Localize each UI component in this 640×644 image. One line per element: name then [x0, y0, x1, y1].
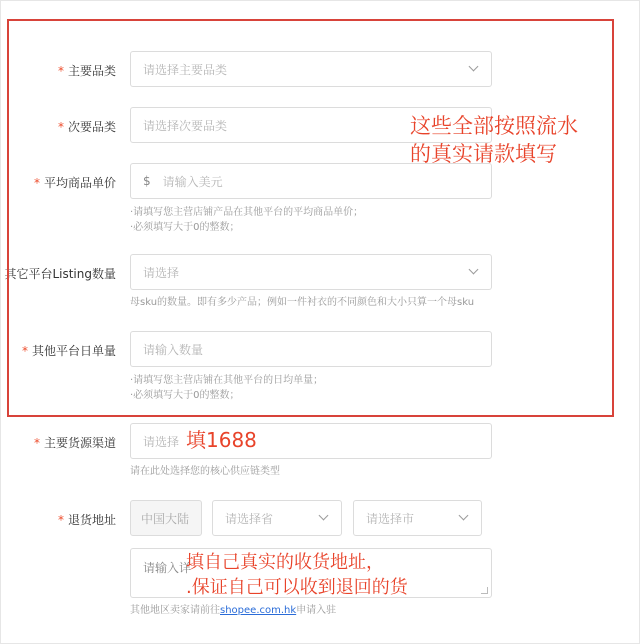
supply-channel-label: * 主要货源渠道 — [33, 436, 116, 450]
city-placeholder: 请选择市 — [366, 511, 415, 526]
main-category-placeholder: 请选择主要品类 — [143, 62, 228, 77]
address-detail-placeholder: 请输入详 — [143, 561, 192, 575]
sub-category-label: * 次要品类 — [57, 120, 116, 134]
daily-orders-hint: ·请填写您主营店铺在其他平台的日均单量； ·必须填写大于0的整数； — [130, 375, 324, 401]
shopee-hk-link[interactable]: shopee.com.hk — [220, 605, 297, 616]
listing-count-placeholder: 请选择 — [143, 265, 180, 280]
province-select[interactable] — [212, 500, 342, 536]
footer-prefix: 其他地区卖家请前往 — [130, 605, 220, 616]
country-field — [130, 500, 202, 536]
footer-suffix: 申请入驻 — [296, 605, 337, 616]
daily-orders-label: * 其他平台日单量 — [21, 344, 116, 358]
avg-price-label: * 平均商品单价 — [33, 176, 116, 190]
address-annotation: 填自己真实的收货地址， .保证自己可以收到退回的货 — [186, 552, 408, 598]
avg-price-placeholder: 请输入美元 — [162, 174, 223, 189]
sub-category-placeholder: 请选择次要品类 — [143, 118, 228, 133]
avg-price-hint: ·请填写您主营店铺产品在其他平台的平均商品单价； ·必须填写大于0的整数； — [130, 207, 364, 233]
supply-channel-select[interactable] — [130, 423, 492, 459]
supply-channel-placeholder: 请选择 — [143, 434, 180, 449]
highlight-box — [7, 19, 614, 417]
listing-count-hint: 母sku的数量。即有多少产品；例如一件衬衣的不同颜色和大小只算一个母sku — [130, 297, 475, 308]
province-placeholder: 请选择省 — [225, 511, 274, 526]
supply-channel-hint: 请在此处选择您的核心供应链类型 — [130, 466, 280, 477]
listing-count-label: 其它平台Listing数量 — [4, 267, 116, 281]
chevron-down-icon — [319, 511, 329, 521]
dollar-prefix: $ — [143, 174, 151, 188]
supply-annotation: 填1688 — [186, 428, 257, 452]
country-value: 中国大陆 — [141, 511, 190, 526]
address-footer — [130, 603, 336, 618]
resize-handle-icon[interactable] — [481, 587, 488, 594]
city-select[interactable] — [353, 500, 482, 536]
main-category-label: * 主要品类 — [57, 64, 116, 78]
box-annotation: 这些全部按照流水 的真实请款填写 — [410, 114, 578, 166]
chevron-down-icon — [459, 511, 469, 521]
daily-orders-placeholder: 请输入数量 — [143, 342, 204, 357]
return-address-label: * 退货地址 — [57, 513, 116, 527]
